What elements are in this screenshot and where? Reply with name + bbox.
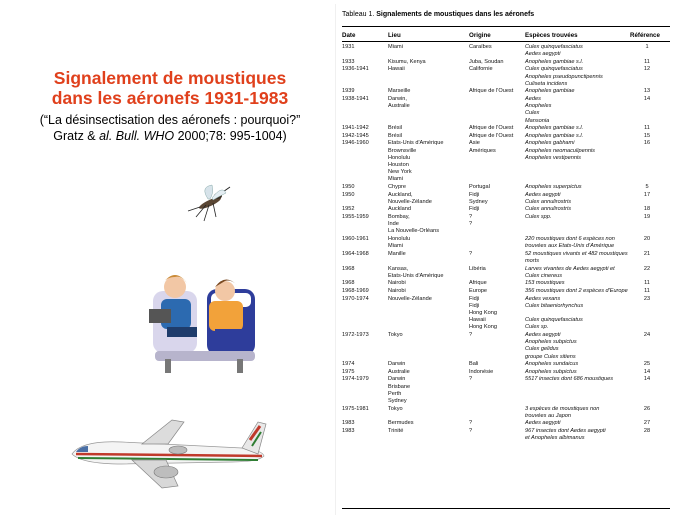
cell-date: 1950 [342, 191, 355, 198]
mosquito-reports-table [335, 4, 677, 515]
cell-origine: Fidji [469, 206, 480, 213]
cell-date: 1950 [342, 184, 355, 190]
cell-origine: Bali [469, 361, 479, 368]
cell-date: 1939 [342, 88, 355, 95]
cell-ref: 26 [643, 405, 651, 412]
cell-origine: Afrique de l'Ouest [469, 125, 514, 132]
cell-date: 1983 [342, 428, 355, 434]
cell-origine: Juba, Soudan [469, 58, 504, 65]
table-title [342, 11, 534, 18]
cell-date: 1964-1968 [342, 250, 369, 257]
citation-ref: 2000;78: 995-1004) [174, 129, 287, 143]
cell-origine: Afrique [469, 280, 487, 287]
citation-author: Gratz & [53, 129, 100, 143]
header-reference: Référence [630, 32, 660, 39]
cell-lieu: Auckland, Nouvelle-Zélande [388, 191, 432, 205]
cell-date: 1952 [342, 206, 355, 213]
table-title-text: Signalements de moustiques dans les aéronefs [376, 11, 535, 18]
cell-ref: 17 [643, 191, 651, 198]
cell-date: 1946-1960 [342, 140, 369, 147]
cell-especes: Anopheles gambiae [525, 88, 575, 95]
cell-lieu: Manille [388, 250, 406, 257]
header-lieu: Lieu [388, 32, 401, 39]
citation-journal: al. Bull. WHO [99, 129, 175, 143]
cell-date: 1938-1941 [342, 96, 369, 102]
cell-ref: 15 [643, 132, 651, 139]
cell-date: 1968 [342, 265, 355, 272]
cell-date: 1931 [342, 44, 355, 50]
cell-origine: ? [469, 420, 473, 427]
cell-origine: Caraïbes [469, 44, 492, 50]
cell-lieu: Tokyo [388, 405, 403, 412]
cell-ref: 11 [644, 125, 650, 132]
cell-ref: 14 [643, 96, 651, 102]
cell-lieu: Brésil [388, 125, 402, 132]
citation-line-2 [20, 128, 320, 144]
mosquito-illustration [186, 183, 236, 225]
cell-date: 1970-1974 [342, 295, 369, 302]
cell-ref: 19 [643, 214, 651, 220]
cell-ref: 23 [643, 295, 651, 302]
cell-ref: 13 [643, 88, 651, 95]
cell-lieu: Nouvelle-Zélande [388, 295, 432, 302]
cell-lieu: Tokyo [388, 332, 403, 338]
cell-origine: Libéria [469, 265, 486, 272]
cell-especes: 5517 insectes dont 686 moustiques [525, 376, 614, 383]
passengers-illustration [145, 265, 265, 375]
cell-lieu: Darwin [388, 361, 406, 368]
cell-lieu: Etats-Unis d'Amérique Brownsville Honolulu Houston New York Miami [388, 140, 444, 183]
cell-lieu: Kansas, Etats-Unis d'Amérique [388, 265, 444, 279]
cell-origine: Fidji Fidji Hong Kong Hawaii Hong Kong [469, 295, 497, 331]
cell-ref: 21 [643, 250, 651, 257]
cell-date: 1975 [342, 368, 355, 375]
cell-especes: Anopheles subpictus [525, 368, 577, 375]
cell-especes: Culex quinquefasciatus Aedes aegypti [525, 44, 583, 58]
cell-origine: Asie Amériques [469, 140, 496, 154]
cell-date: 1936-1941 [342, 66, 369, 73]
cell-especes: 967 insectes dont Aedes aegypti et Anopheles albimanus [525, 428, 606, 442]
cell-origine: Fidji Sydney [469, 191, 488, 205]
cell-origine: ? [469, 428, 473, 434]
header-origine: Origine [469, 32, 491, 39]
cell-date: 1974-1979 [342, 376, 369, 383]
cell-ref: 5 [645, 184, 649, 190]
table-header-rule [342, 41, 670, 42]
cell-ref: 12 [643, 66, 651, 73]
cell-ref: 14 [643, 368, 651, 375]
airplane-illustration [62, 410, 274, 492]
cell-especes: Culex annulirostris [525, 206, 572, 213]
cell-ref: 28 [643, 428, 651, 434]
cell-lieu: Hawaii [388, 66, 405, 73]
cell-origine: Portugal [469, 184, 490, 190]
cell-especes: 3 espèces de moustiques non trouvées au Japon [525, 405, 600, 419]
cell-ref: 16 [643, 140, 651, 147]
citation [20, 112, 320, 144]
cell-ref: 20 [643, 236, 651, 242]
cell-especes: Anopheles gambiae s.l. [525, 58, 584, 65]
cell-ref: 25 [643, 361, 651, 368]
cell-ref: 18 [643, 206, 651, 213]
cell-lieu: Honolulu Miami [388, 236, 411, 250]
cell-date: 1968 [342, 280, 355, 287]
table-bottom-rule [342, 508, 670, 509]
cell-lieu: Bermudes [388, 420, 414, 427]
cell-date: 1968-1969 [342, 288, 369, 294]
cell-origine: Afrique de l'Ouest [469, 88, 514, 95]
cell-date: 1960-1961 [342, 236, 369, 242]
cell-especes: Aedes vexans Culex bitaeniorhynchus Culex quinquefasciatus Culex sp. [525, 295, 584, 331]
citation-line-1: (“La désinsectisation des aéronefs : pourquoi?” [39, 113, 301, 127]
cell-date: 1972-1973 [342, 332, 369, 338]
cell-lieu: Nairobi [388, 280, 406, 287]
cell-date: 1933 [342, 58, 355, 65]
cell-lieu: Darwin, Australie [388, 96, 410, 110]
cell-ref: 14 [643, 376, 651, 383]
cell-especes: Anopheles superpictus [525, 184, 582, 190]
cell-origine: Afrique de l'Ouest [469, 132, 514, 139]
cell-date: 1955-1959 [342, 214, 369, 220]
cell-lieu: Marseille [388, 88, 411, 95]
cell-origine: Californie [469, 66, 493, 73]
cell-lieu: Australie [388, 368, 410, 375]
cell-lieu: Brésil [388, 132, 402, 139]
header-especes: Espèces trouvées [525, 32, 578, 39]
cell-especes: 153 moustiques [525, 280, 565, 287]
cell-origine: ? [469, 250, 473, 257]
cell-ref: 11 [644, 58, 650, 65]
cell-date: 1975-1981 [342, 405, 369, 412]
cell-date: 1974 [342, 361, 355, 368]
cell-especes: 52 moustiques vivants et 482 moustiques morts [525, 250, 628, 264]
cell-lieu: Miami [388, 44, 403, 50]
cell-ref: 11 [644, 288, 650, 294]
cell-ref: 1 [645, 44, 649, 50]
cell-ref: 24 [643, 332, 651, 338]
cell-especes: Anopheles gambiae s.l. [525, 125, 584, 132]
cell-lieu: Trinité [388, 428, 404, 434]
cell-ref: 22 [643, 265, 651, 272]
cell-lieu: Auckland [388, 206, 412, 213]
cell-origine: ? [469, 332, 473, 338]
cell-especes: Aedes Anopheles Culex Mansonia [525, 96, 552, 124]
cell-ref: 27 [643, 420, 651, 427]
header-date: Date [342, 32, 356, 39]
cell-especes: Aedes aegypti Anopheles subpictus Culex gelidus groupe Culex sitiens [525, 332, 577, 360]
cell-ref: 11 [644, 280, 650, 287]
cell-especes: Aedes aegypti [525, 420, 561, 427]
table-label: Tableau 1. [342, 11, 375, 18]
cell-date: 1983 [342, 420, 355, 427]
cell-lieu: Nairobi [388, 288, 406, 294]
cell-lieu: Bombay, Inde La Nouvelle-Orléans [388, 214, 439, 235]
cell-origine: ? ? [469, 214, 473, 228]
cell-date: 1942-1945 [342, 132, 369, 139]
cell-especes: 220 moustiques dont 6 espèces non trouvées aux Etats-Unis d'Amérique [525, 236, 615, 250]
cell-lieu: Chypre [388, 184, 407, 190]
cell-origine: ? [469, 376, 473, 383]
cell-especes: Anopheles gabhami Anopheles neomaculipennis Anopheles vestipennis [525, 140, 595, 161]
table-top-rule [342, 26, 670, 27]
cell-lieu: Darwin Brisbane Perth Sydney [388, 376, 411, 404]
title-line-2: dans les aéronefs 1931-1983 [51, 88, 289, 108]
cell-date: 1941-1942 [342, 125, 369, 132]
cell-origine: Indonésie [469, 368, 494, 375]
cell-especes: Larves vivantes de Aedes aegypti et Culex cinereus [525, 265, 615, 279]
cell-especes: Culex quinquefasciatus Anopheles pseudopunctipennis Culiseta incidens [525, 66, 603, 87]
cell-origine: Europe [469, 288, 488, 294]
cell-especes: Anopheles gambiae s.l. [525, 132, 584, 139]
cell-especes: Aedes aegypti Culex annulirostris [525, 191, 572, 205]
cell-lieu: Kisumu, Kenya [388, 58, 426, 65]
cell-especes: 356 moustiques dont 2 espèces d'Europe [525, 288, 628, 294]
slide-title [20, 68, 320, 108]
cell-especes: Anopheles sundaicus [525, 361, 579, 368]
title-line-1: Signalement de moustiques [53, 68, 287, 88]
cell-especes: Culex spp. [525, 214, 552, 220]
